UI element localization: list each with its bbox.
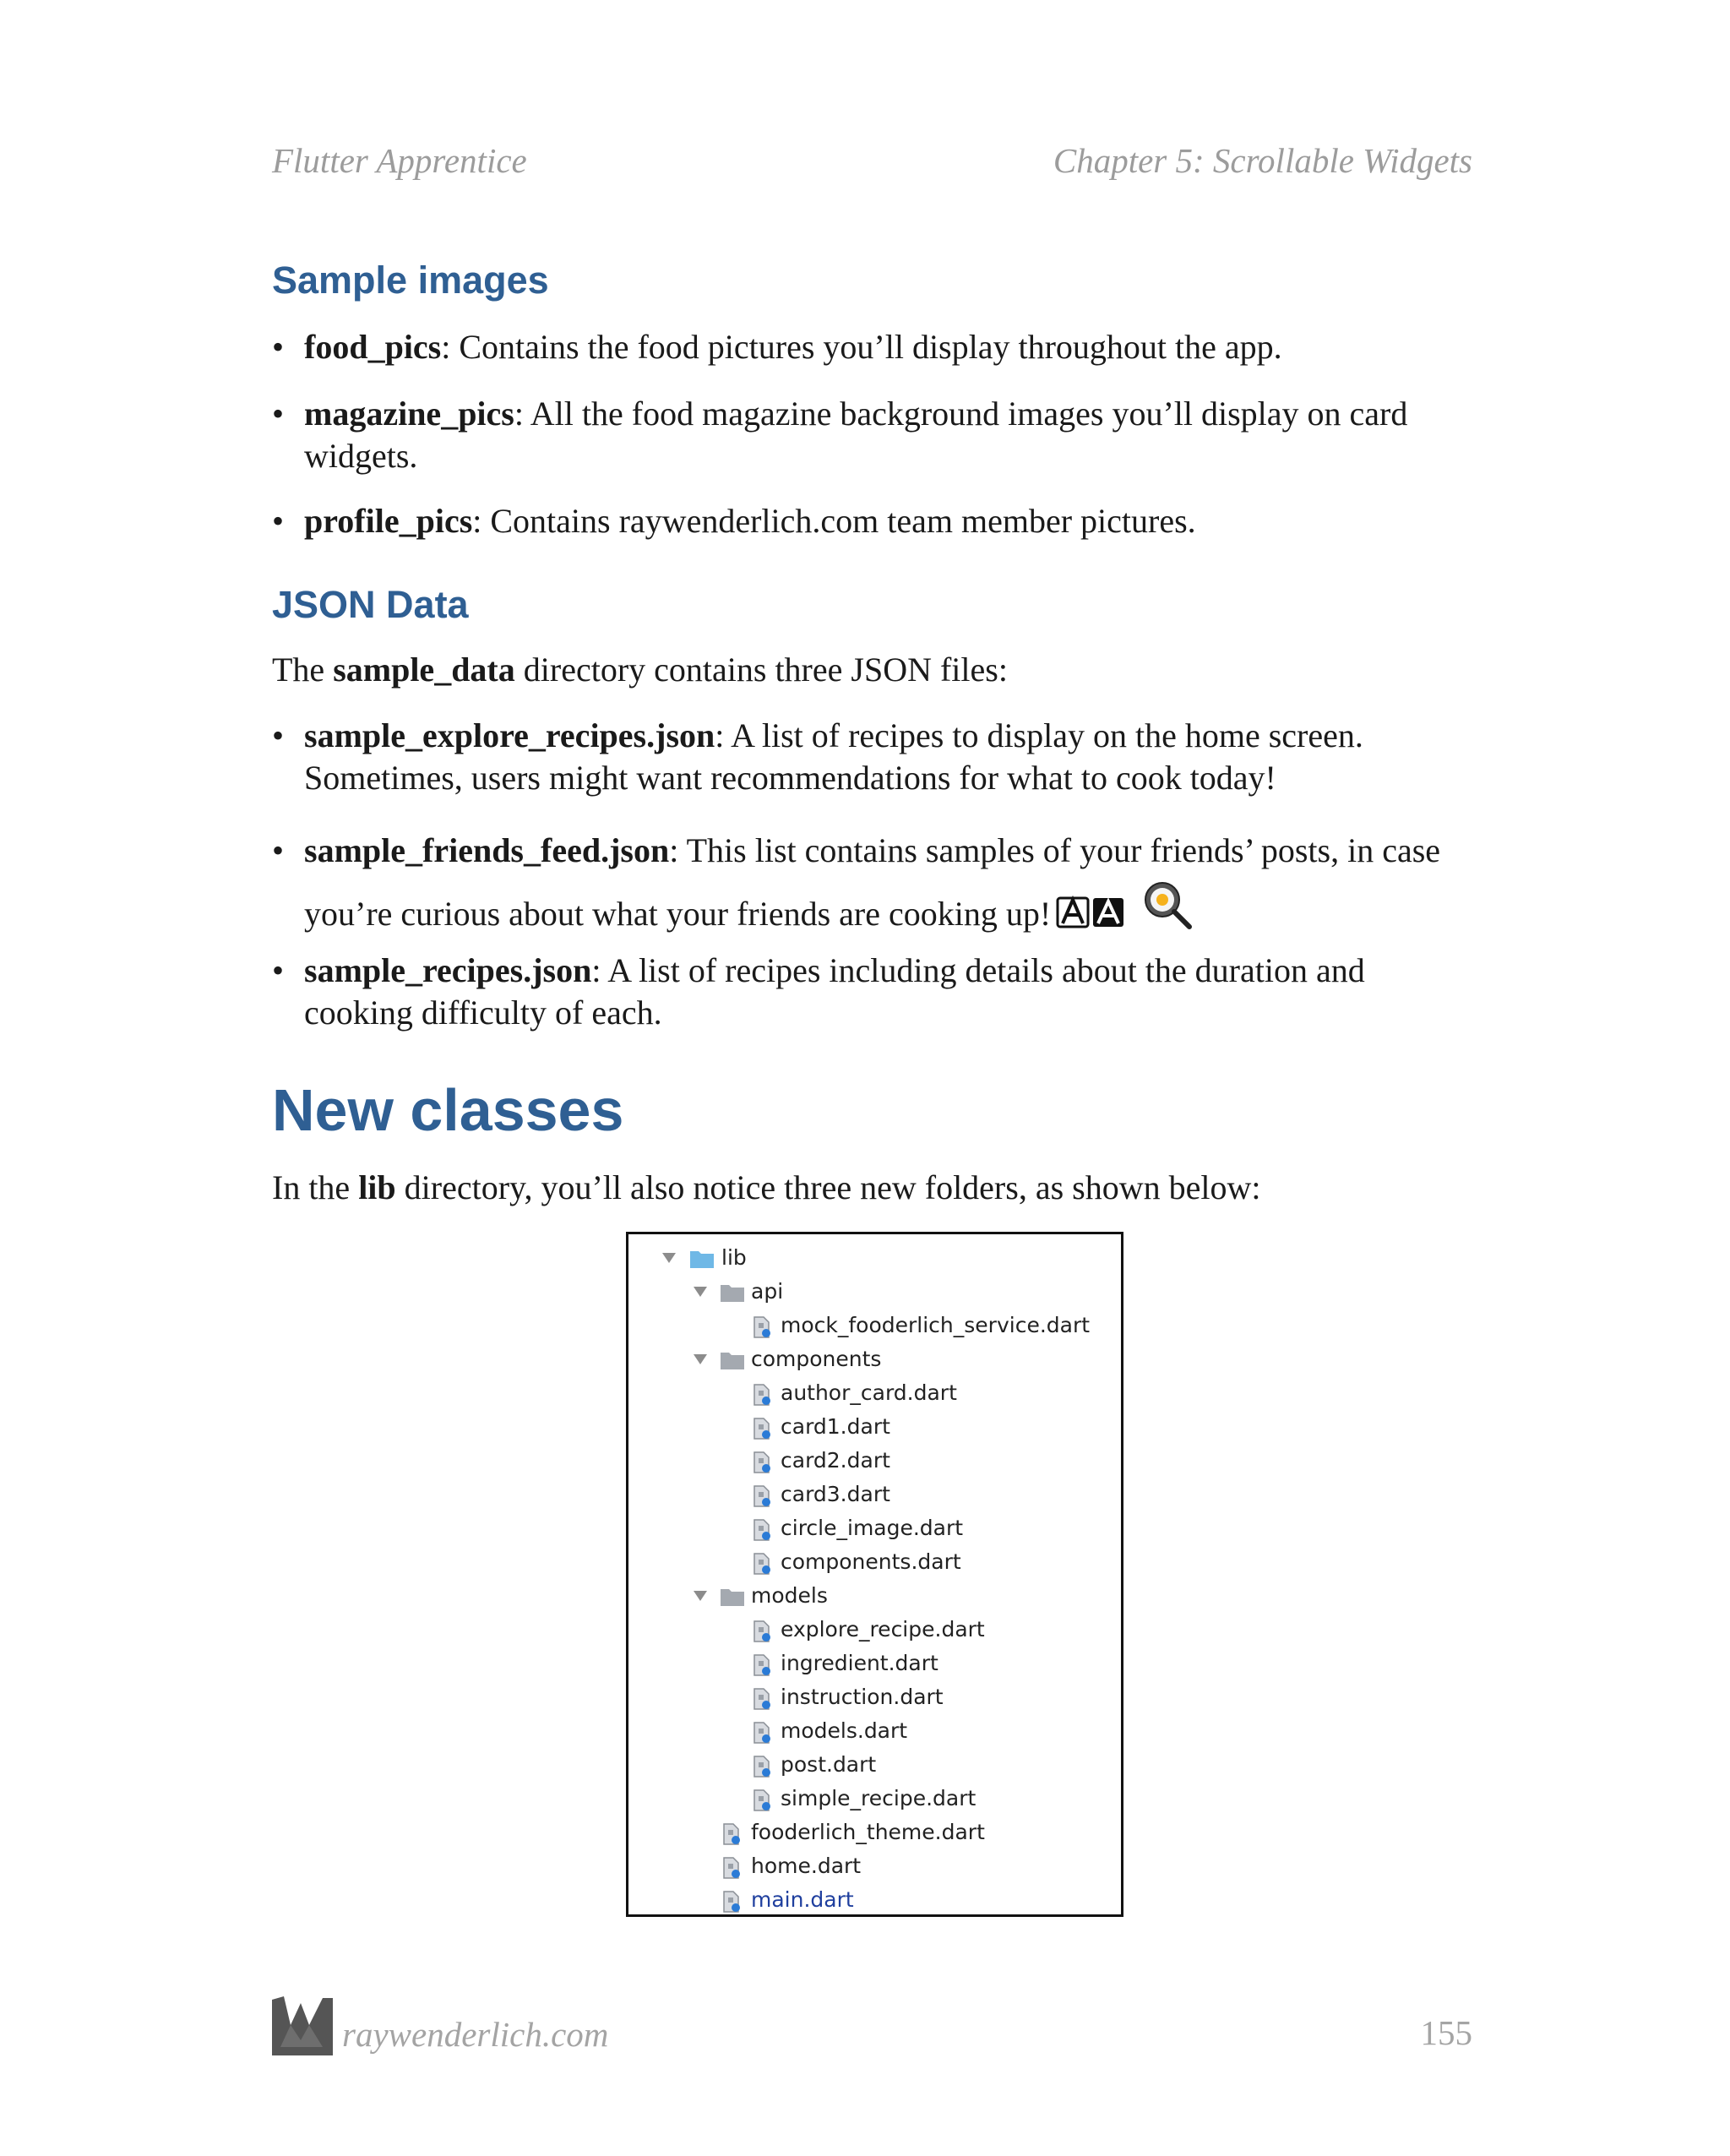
new-classes-intro-paragraph (272, 1167, 1260, 1209)
description: : A list of recipes including details about the duration and cooking difficulty of each. (304, 951, 1365, 1032)
description: : A list of recipes to display on the home screen. Sometimes, users might want recommendations for what to cook today! (304, 716, 1363, 797)
list-item: • magazine_pics: All the food magazine background images you’ll display on card widgets. (272, 395, 1408, 475)
list-item: • profile_pics: Contains raywenderlich.com team member pictures. (272, 502, 1196, 540)
tree-label: post.dart (781, 1752, 877, 1777)
tree-label: ingredient.dart (781, 1651, 938, 1675)
tree-label: components (751, 1347, 882, 1371)
intro-term: sample_data (333, 651, 515, 689)
tree-label: lib (721, 1245, 747, 1270)
page-number: 155 (1420, 2013, 1472, 2052)
tree-label: api (751, 1279, 784, 1304)
dart-file-icon (721, 1823, 742, 1845)
expand-triangle-icon[interactable] (692, 1282, 709, 1299)
dart-file-icon (721, 1857, 742, 1879)
folder-icon (720, 1282, 745, 1303)
tree-label: instruction.dart (781, 1685, 944, 1709)
tree-label: main.dart (751, 1887, 854, 1912)
ab-emoji-icon (1056, 886, 1135, 948)
tree-label: fooderlich_theme.dart (751, 1820, 985, 1844)
header-chapter-title: Chapter 5: Scrollable Widgets (1053, 141, 1472, 180)
term: profile_pics (304, 502, 473, 540)
folder-icon (689, 1249, 715, 1269)
dart-file-icon (752, 1384, 772, 1406)
json-intro-paragraph (272, 649, 1008, 691)
footer-site-url: raywenderlich.com (342, 2015, 609, 2054)
folder-icon (720, 1350, 745, 1370)
dart-file-icon (752, 1418, 772, 1440)
tree-label: author_card.dart (781, 1380, 957, 1405)
intro-term: lib (358, 1168, 396, 1206)
tree-label: mock_fooderlich_service.dart (781, 1313, 1091, 1337)
tree-label: card2.dart (781, 1448, 890, 1473)
description: : Contains raywenderlich.com team member pictures. (472, 502, 1196, 540)
dart-file-icon (752, 1722, 772, 1744)
expand-triangle-icon[interactable] (692, 1587, 709, 1603)
list-item: • sample_recipes.json: A list of recipes including details about the duration and cooking difficulty of each. (272, 951, 1365, 1032)
intro-text: directory contains three JSON files: (514, 651, 1008, 689)
heading-sample-images: Sample images (272, 259, 549, 302)
list-item: • sample_explore_recipes.json: A list of recipes to display on the home screen. Sometimes, users might want recommendations for what to cook today! (272, 716, 1363, 797)
tree-label: components.dart (781, 1549, 961, 1574)
tree-label: simple_recipe.dart (781, 1786, 977, 1810)
dart-file-icon (752, 1620, 772, 1642)
intro-text: The (272, 651, 334, 689)
frying-pan-egg-icon (1140, 879, 1193, 948)
term: food_pics (304, 328, 442, 366)
tree-label: card3.dart (781, 1482, 890, 1506)
heading-new-classes: New classes (272, 1077, 624, 1143)
heading-json-data: JSON Data (272, 583, 469, 626)
expand-triangle-icon[interactable] (692, 1350, 709, 1367)
dart-file-icon (752, 1316, 772, 1338)
project-file-tree (626, 1232, 1123, 1917)
intro-text: directory, you’ll also notice three new folders, as shown below: (395, 1168, 1261, 1206)
term: sample_explore_recipes.json (304, 716, 715, 754)
raywenderlich-logo-icon (272, 1996, 333, 2060)
tree-label: models (751, 1583, 828, 1608)
description: : All the food magazine background images you’ll display on card widgets. (304, 395, 1408, 475)
dart-file-icon (752, 1519, 772, 1541)
dart-file-icon (752, 1485, 772, 1507)
dart-file-icon (752, 1756, 772, 1778)
description: : This list contains samples of your friends’ posts, in case you’re curious about what your friends are cooking up! (304, 831, 1441, 933)
tree-label: card1.dart (781, 1414, 890, 1439)
expand-triangle-icon[interactable] (661, 1249, 677, 1266)
list-item: • food_pics: Contains the food pictures you’ll display throughout the app. (272, 328, 1282, 366)
dart-file-icon (752, 1688, 772, 1710)
tree-label: circle_image.dart (781, 1516, 964, 1540)
term: sample_recipes.json (304, 951, 592, 989)
dart-file-icon (721, 1891, 742, 1913)
tree-label: models.dart (781, 1718, 908, 1743)
tree-label: explore_recipe.dart (781, 1617, 985, 1642)
header-book-title: Flutter Apprentice (272, 141, 527, 180)
description: : Contains the food pictures you’ll display throughout the app. (441, 328, 1282, 366)
folder-icon (720, 1587, 745, 1607)
dart-file-icon (752, 1451, 772, 1473)
list-item: • sample_friends_feed.json: This list contains samples of your friends’ posts, in case you’re curious about what your friends are cooking up! (272, 822, 1463, 948)
dart-file-icon (752, 1553, 772, 1575)
tree-label: home.dart (751, 1854, 862, 1878)
dart-file-icon (752, 1654, 772, 1676)
intro-text: In the (272, 1168, 359, 1206)
dart-file-icon (752, 1789, 772, 1811)
term: sample_friends_feed.json (304, 831, 670, 869)
term: magazine_pics (304, 395, 514, 433)
